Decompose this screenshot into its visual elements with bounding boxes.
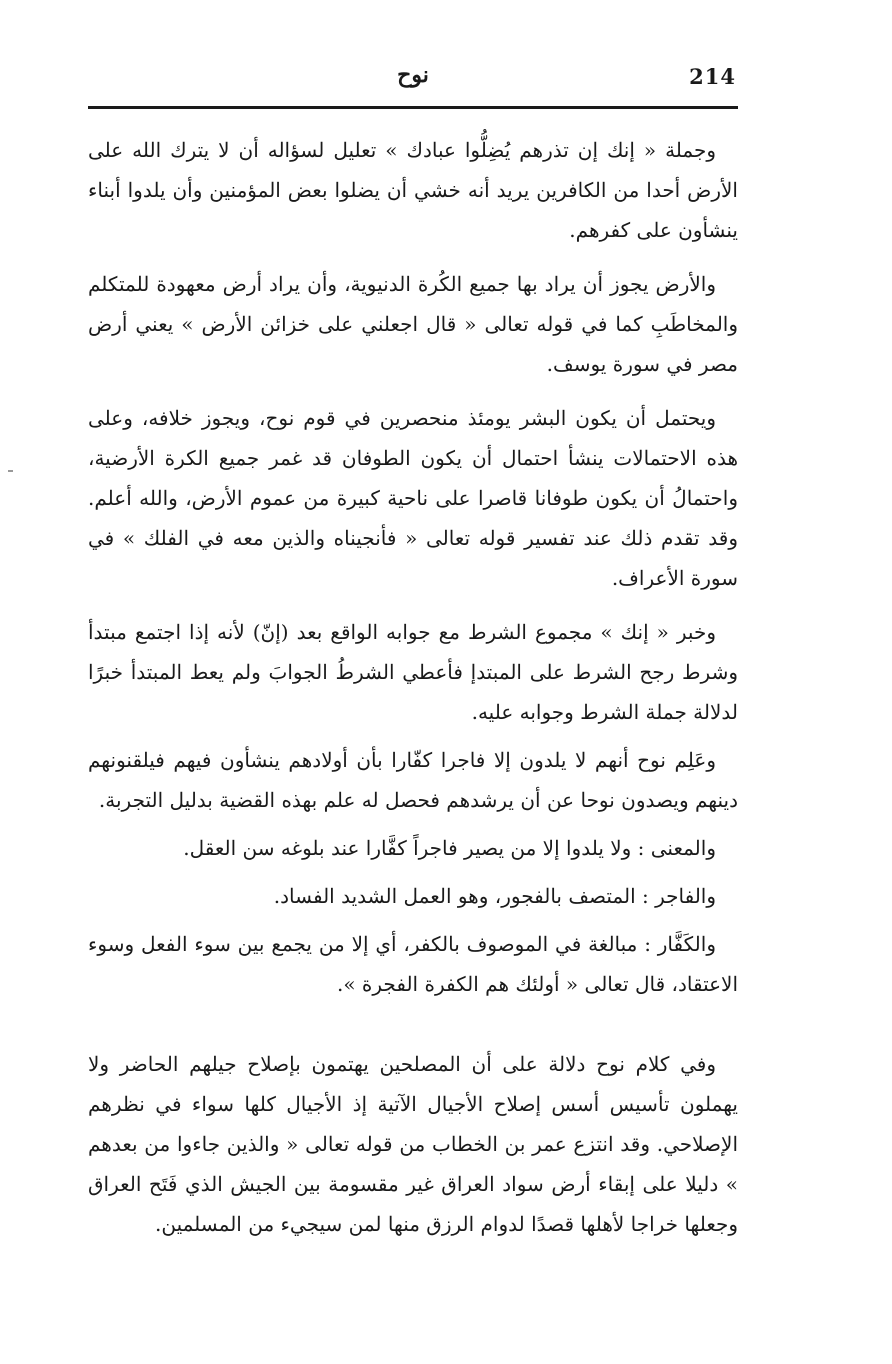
page-number: 214 xyxy=(689,64,736,89)
paragraph: وعَلِم نوح أنهم لا يلدون إلا فاجرا كفّارا بأن أولادهم ينشأون فيهم فيلقنونهم دينهم ويصدون نوحا عن أن يرشدهم فحصل له علم بهذه القضية بدليل التجربة. xyxy=(88,748,738,812)
paragraph: وجملة « إنك إن تذرهم يُضِلُّوا عبادك » تعليل لسؤاله أن لا يترك الله على الأرض أحدا من الكافرين يريد أنه خشي أن يضلوا بعض المؤمنين وأن يلدوا أبناء ينشأون على كفرهم. xyxy=(88,138,738,242)
margin-mark xyxy=(8,470,13,472)
page-header xyxy=(88,60,738,106)
paragraph: والكَفَّار : مبالغة في الموصوف بالكفر، أي إلا من يجمع بين سوء الفعل وسوء الاعتقاد، قال تعالى « أولئك هم الكفرة الفجرة ». xyxy=(88,932,738,996)
paragraph: والأرض يجوز أن يراد بها جميع الكُرة الدنيوية، وأن يراد أرض معهودة للمتكلم والمخاطَبِ كما في قوله تعالى « قال اجعلني على خزائن الأرض » يعني أرض مصر في سورة يوسف. xyxy=(88,272,738,376)
paragraph: ويحتمل أن يكون البشر يومئذ منحصرين في قوم نوح، ويجوز خلافه، وعلى هذه الاحتمالات ينشأ احتمال أن يكون الطوفان قد غمر جميع الكرة الأرضية، واحتمالُ أن يكون طوفانا قاصرا على ناحية كبيرة من عموم الأرض، والله أعلم. وقد تقدم ذلك عند تفسير قوله تعالى « فأنجيناه والذين معه في الفلك » في سورة الأعراف. xyxy=(88,406,738,590)
paragraph: والفاجر : المتصف بالفجور، وهو العمل الشديد الفساد. xyxy=(273,884,716,908)
running-title: نوح xyxy=(397,62,429,88)
paragraph: وفي كلام نوح دلالة على أن المصلحين يهتمون بإصلاح جيلهم الحاضر ولا يهملون تأسيس أسس إصلاح الأجيال الآتية إذ الأجيال كلها سواء في نظرهم الإصلاحي. وقد انتزع عمر بن الخطاب من قوله تعالى « والذين جاءوا من بعدهم » دليلا على إبقاء أرض سواد العراق غير مقسومة بين الجيش الذي فَتَح العراق وجعلها خراجا لأهلها قصدًا لدوام الرزق منها لمن سيجيء من المسلمين. xyxy=(88,1052,738,1236)
paragraph: وخبر « إنك » مجموع الشرط مع جوابه الواقع بعد (إنّ) لأنه إذا اجتمع مبتدأ وشرط رجح الشرط على المبتدإ فأعطي الشرطُ الجوابَ ولم يعط المبتدأ خبرًا لدلالة جملة الشرط وجوابه عليه. xyxy=(88,620,738,724)
page-body xyxy=(88,130,738,1244)
header-rule xyxy=(88,106,738,109)
paragraph: والمعنى : ولا يلدوا إلا من يصير فاجراً كفَّارا عند بلوغه سن العقل. xyxy=(183,836,716,860)
